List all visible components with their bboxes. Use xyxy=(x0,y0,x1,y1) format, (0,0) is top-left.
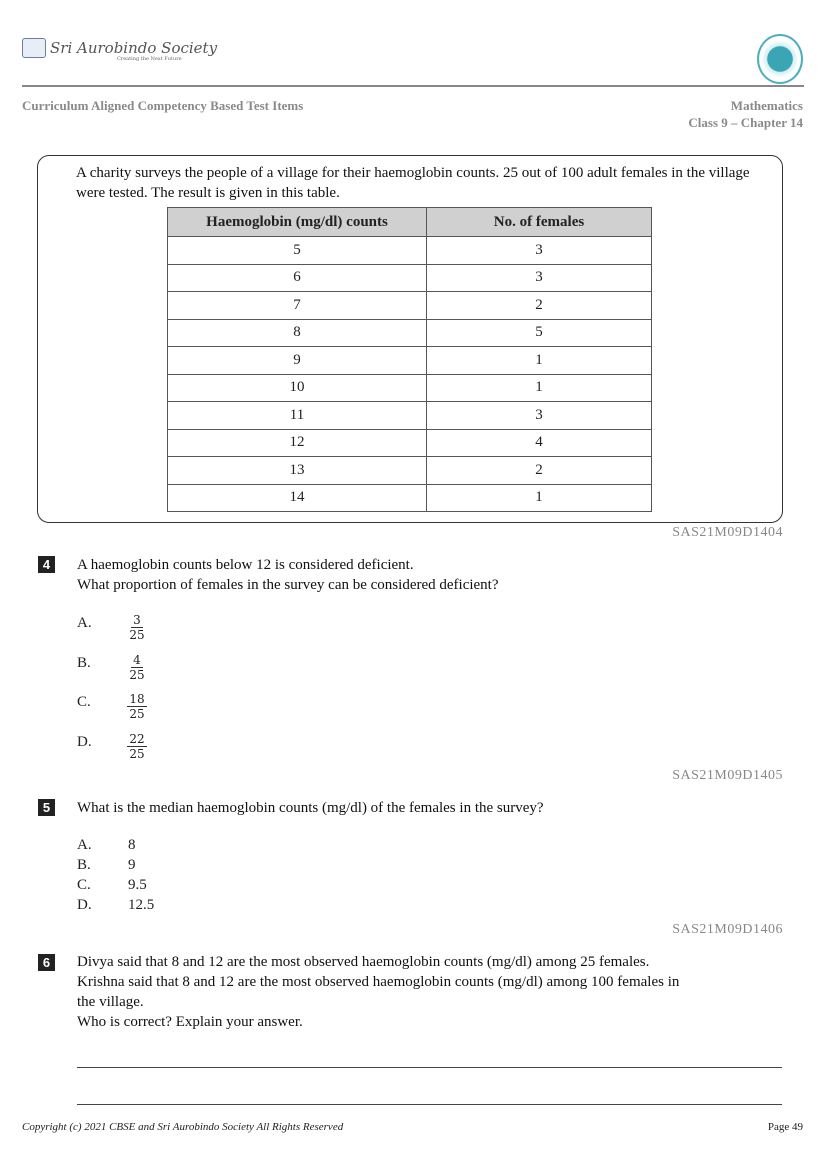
option-label: D. xyxy=(77,733,92,750)
table-cell: 7 xyxy=(168,292,427,320)
haemoglobin-table xyxy=(167,207,652,512)
table-cell: 12 xyxy=(168,429,427,457)
option-value[interactable]: 9.5 xyxy=(128,877,147,893)
table-cell: 8 xyxy=(168,319,427,347)
table-cell: 13 xyxy=(168,457,427,485)
option-label: A. xyxy=(77,837,92,853)
question-line: the village. xyxy=(77,994,144,1010)
table-row xyxy=(168,457,652,485)
numerator: 22 xyxy=(129,731,145,746)
table-cell: 3 xyxy=(427,264,652,292)
answer-line[interactable] xyxy=(77,1067,782,1068)
header-subject: Mathematics xyxy=(730,98,803,113)
option-label: A. xyxy=(77,615,92,631)
page-number: Page 49 xyxy=(767,1121,803,1133)
table-row xyxy=(168,484,652,512)
table-cell: 10 xyxy=(168,374,427,402)
header-title: Curriculum Aligned Competency Based Test Items xyxy=(22,98,304,113)
option-value[interactable]: 12.5 xyxy=(128,897,155,913)
table-row xyxy=(168,292,652,320)
numerator: 4 xyxy=(133,652,141,667)
question-text xyxy=(77,952,787,1032)
option-fraction[interactable] xyxy=(127,653,147,682)
header-class-chapter: Class 9 – Chapter 14 xyxy=(688,115,803,130)
column-header: No. of females xyxy=(427,208,652,237)
question-number: 4 xyxy=(38,556,55,573)
table-row xyxy=(168,264,652,292)
denominator: 25 xyxy=(129,628,145,642)
copyright: Copyright (c) 2021 CBSE and Sri Aurobindo Society All Rights Reserved xyxy=(22,1121,344,1133)
table-row xyxy=(168,402,652,430)
table-cell: 4 xyxy=(427,429,652,457)
item-code: SAS21M09D1404 xyxy=(672,525,783,540)
denominator: 25 xyxy=(129,746,145,761)
item-code: SAS21M09D1405 xyxy=(672,768,783,783)
table-cell: 2 xyxy=(427,292,652,320)
table-row xyxy=(168,237,652,265)
question-text xyxy=(77,555,499,595)
logo-text: Sri Aurobindo Society xyxy=(50,39,218,57)
column-header: Haemoglobin (mg/dl) counts xyxy=(168,208,427,237)
question-line: Krishna said that 8 and 12 are the most observed haemoglobin counts (mg/dl) among 100 females in xyxy=(77,974,680,990)
cbse-seal-icon xyxy=(757,34,803,84)
denominator: 25 xyxy=(129,667,145,682)
table-cell: 5 xyxy=(427,319,652,347)
option-label: B. xyxy=(77,857,91,873)
table-cell: 11 xyxy=(168,402,427,430)
table-row xyxy=(168,429,652,457)
option-label: B. xyxy=(77,654,91,671)
answer-line[interactable] xyxy=(77,1104,782,1105)
table-cell: 1 xyxy=(427,374,652,402)
table-row xyxy=(168,374,652,402)
denominator: 25 xyxy=(129,707,145,721)
question-line: A haemoglobin counts below 12 is considered deficient. xyxy=(77,557,414,573)
item-code: SAS21M09D1406 xyxy=(672,922,783,937)
option-label: D. xyxy=(77,897,92,913)
logo-tagline: Creating the Next Future xyxy=(117,56,182,62)
table-cell: 6 xyxy=(168,264,427,292)
sri-aurobindo-society-logo xyxy=(22,38,218,62)
option-value[interactable]: 8 xyxy=(128,837,136,853)
numerator: 18 xyxy=(129,692,145,706)
table-cell: 3 xyxy=(427,237,652,265)
numerator: 3 xyxy=(133,613,141,627)
question-line: Divya said that 8 and 12 are the most observed haemoglobin counts (mg/dl) among 25 females. xyxy=(77,954,650,970)
option-label: C. xyxy=(77,694,91,710)
question-text: What is the median haemoglobin counts (mg/dl) of the females in the survey? xyxy=(77,800,544,816)
table-cell: 3 xyxy=(427,402,652,430)
table-cell: 1 xyxy=(427,347,652,375)
header-divider xyxy=(22,85,804,87)
table-cell: 14 xyxy=(168,484,427,512)
option-value[interactable]: 9 xyxy=(128,857,136,873)
table-cell: 5 xyxy=(168,237,427,265)
table-cell: 9 xyxy=(168,347,427,375)
option-fraction[interactable] xyxy=(127,613,147,642)
question-number: 6 xyxy=(38,954,55,971)
option-label: C. xyxy=(77,877,91,893)
question-number: 5 xyxy=(38,799,55,816)
table-row xyxy=(168,347,652,375)
logo-emblem-icon xyxy=(22,38,46,58)
option-fraction[interactable] xyxy=(127,732,147,761)
table-cell: 2 xyxy=(427,457,652,485)
question-line: Who is correct? Explain your answer. xyxy=(77,1014,303,1030)
question-line: What proportion of females in the survey can be considered deficient? xyxy=(77,577,499,593)
table-row xyxy=(168,319,652,347)
stimulus-text: A charity surveys the people of a village for their haemoglobin counts. 25 out of 100 adult females in the village were tested. The result is given in this table. xyxy=(76,165,750,201)
option-fraction[interactable] xyxy=(127,692,147,721)
table-cell: 1 xyxy=(427,484,652,512)
table-header-row xyxy=(168,208,652,237)
